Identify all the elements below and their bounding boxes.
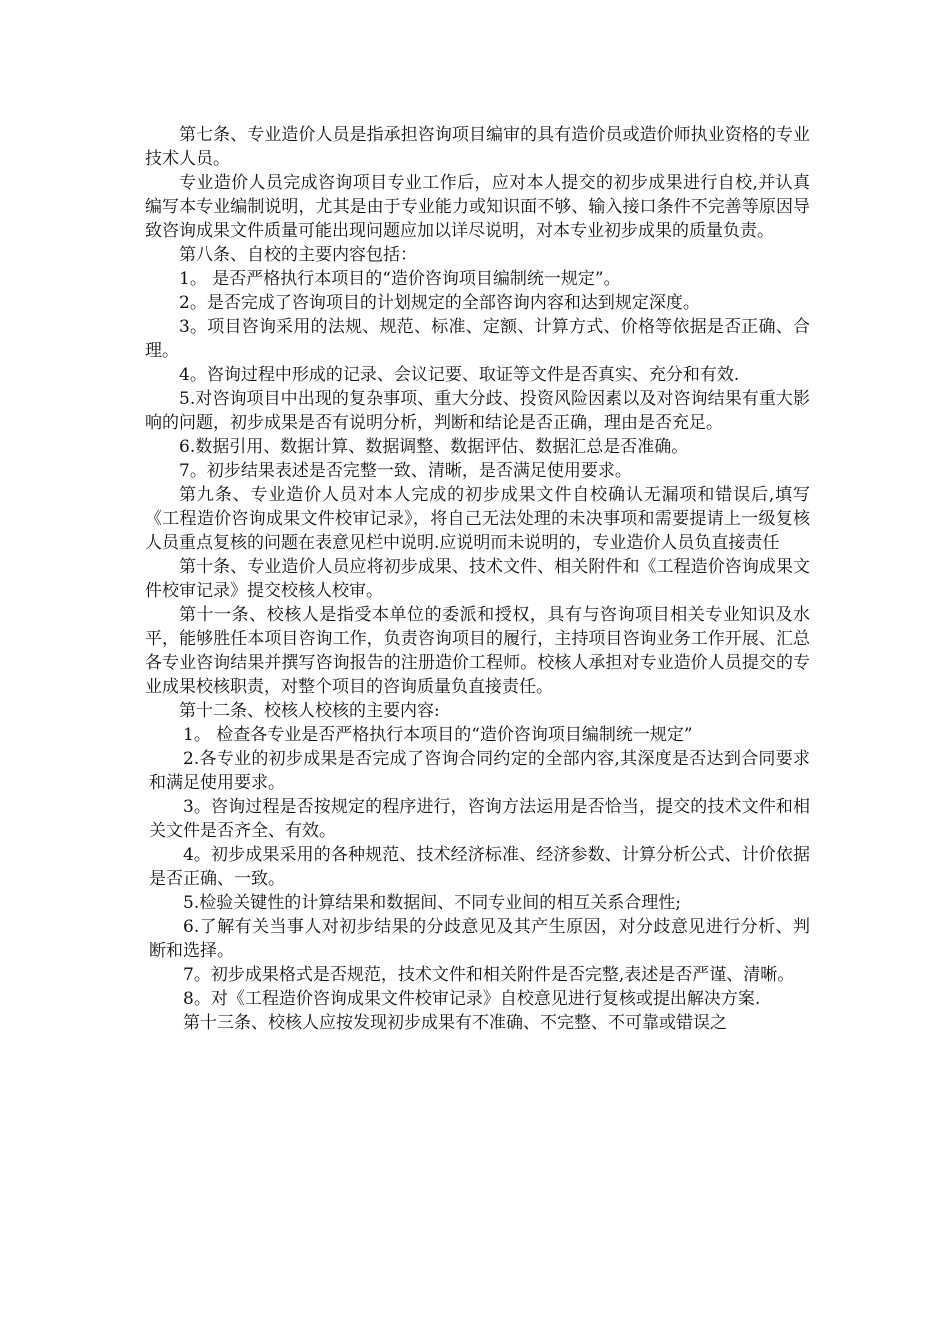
article-12-item-8: 8。对《工程造价咨询成果文件校审记录》自校意见进行复核或提出解决方案. xyxy=(183,989,761,1009)
article-8-item-5: 5.对咨询项目中出现的复杂事项、重大分歧、投资风险因素以及对咨询结果有重大影响的问题，初步成果是否有说明分析，判断和结论是否正确，理由是否充足。 xyxy=(145,389,810,433)
article-12-item-2: 2.各专业的初步成果是否完成了咨询合同约定的全部内容,其深度是否达到合同要求和满足使用要求。 xyxy=(149,749,810,793)
article-12-item-6: 6.了解有关当事人对初步结果的分歧意见及其产生原因，对分歧意见进行分析、判断和选择。 xyxy=(149,917,810,961)
article-12-item-4: 4。初步成果采用的各种规范、技术经济标准、经济参数、计算分析公式、计价依据是否正确、一致。 xyxy=(149,845,810,889)
article-7-paragraph: 第七条、专业造价人员是指承担咨询项目编审的具有造价员或造价师执业资格的专业技术人员。 xyxy=(145,125,810,169)
article-12-heading: 第十二条、校核人校核的主要内容: xyxy=(179,701,440,721)
article-13-paragraph: 第十三条、校核人应按发现初步成果有不准确、不完整、不可靠或错误之 xyxy=(183,1013,727,1033)
article-7-self-check-paragraph: 专业造价人员完成咨询项目专业工作后，应对本人提交的初步成果进行自校,并认真编写本专业编制说明，尤其是由于专业能力或知识面不够、输入接口条件不完善等原因导致咨询成果文件质量可能出现问题应加以详尽说明，对本专业初步成果的质量负责。 xyxy=(145,173,810,241)
article-8-item-3: 3。项目咨询采用的法规、规范、标准、定额、计算方式、价格等依据是否正确、合理。 xyxy=(145,317,810,361)
document-body xyxy=(145,123,810,1035)
article-8-item-6: 6.数据引用、数据计算、数据调整、数据评估、数据汇总是否准确。 xyxy=(179,437,689,457)
article-8-item-7: 7。初步结果表述是否完整一致、清晰，是否满足使用要求。 xyxy=(179,461,632,481)
article-12-item-1: 1。 检查各专业是否严格执行本项目的“造价咨询项目编制统一规定” xyxy=(183,725,693,745)
article-12-item-5: 5.检验关键性的计算结果和数据间、不同专业间的相互关系合理性; xyxy=(183,893,681,913)
article-11-paragraph: 第十一条、校核人是指受本单位的委派和授权，具有与咨询项目相关专业知识及水平，能够胜任本项目咨询工作，负责咨询项目的履行，主持项目咨询业务工作开展、汇总各专业咨询结果并撰写咨询报告的注册造价工程师。校核人承担对专业造价人员提交的专业成果校核职责，对整个项目的咨询质量负直接责任。 xyxy=(145,605,810,697)
article-8-item-1: 1。 是否严格执行本项目的“造价咨询项目编制统一规定”。 xyxy=(179,269,621,289)
article-12-item-3: 3。咨询过程是否按规定的程序进行，咨询方法运用是否恰当，提交的技术文件和相关文件是否齐全、有效。 xyxy=(149,797,810,841)
article-8-item-2: 2。是否完成了咨询项目的计划规定的全部咨询内容和达到规定深度。 xyxy=(179,293,700,313)
article-10-paragraph: 第十条、专业造价人员应将初步成果、技术文件、相关附件和《工程造价咨询成果文件校审记录》提交校核人校审。 xyxy=(145,557,810,601)
article-9-paragraph: 第九条、专业造价人员对本人完成的初步成果文件自校确认无漏项和错误后,填写《工程造价咨询成果文件校审记录》，将自己无法处理的未决事项和需要提请上一级复核人员重点复核的问题在表意见栏中说明.应说明而未说明的，专业造价人员负直接责任 xyxy=(145,485,810,553)
article-8-heading: 第八条、自校的主要内容包括： xyxy=(179,245,417,265)
article-8-item-4: 4。咨询过程中形成的记录、会议记要、取证等文件是否真实、充分和有效. xyxy=(179,365,740,385)
article-12-item-7: 7。初步成果格式是否规范，技术文件和相关附件是否完整,表述是否严谨、清晰。 xyxy=(183,965,795,985)
